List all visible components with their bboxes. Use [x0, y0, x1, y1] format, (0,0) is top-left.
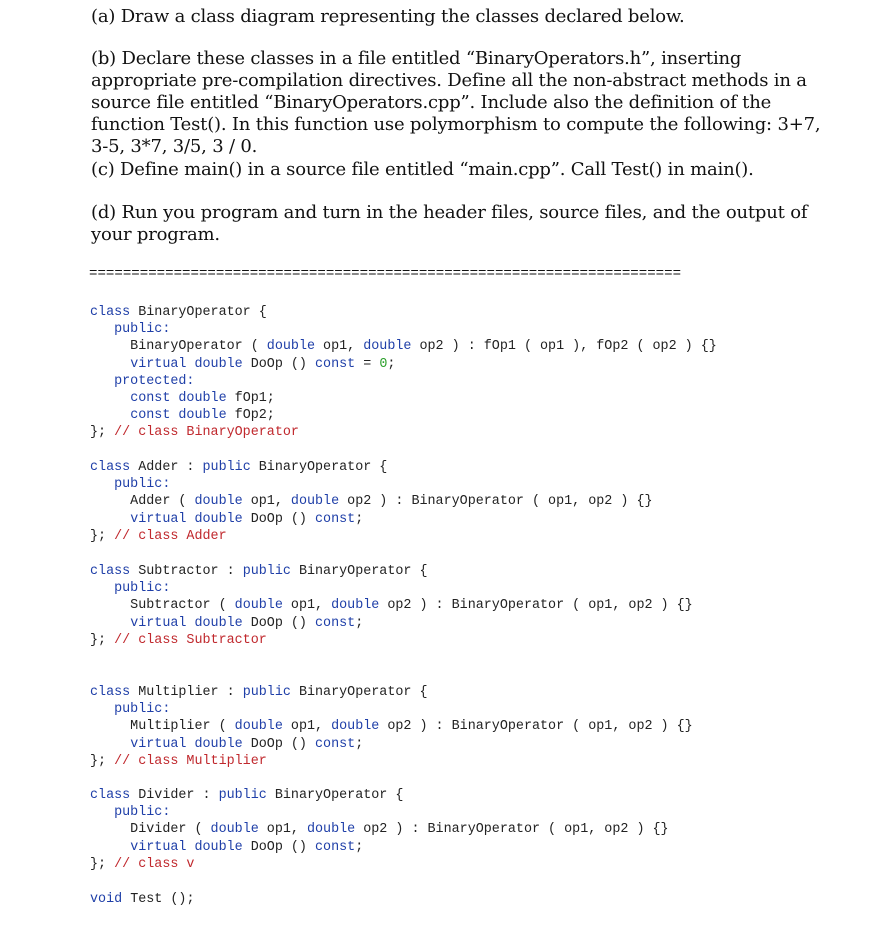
code-keyword: virtual double: [130, 356, 243, 372]
code-text: [90, 512, 130, 527]
code-text: };: [90, 753, 115, 769]
code-text: };: [90, 425, 115, 441]
code-number: 0: [379, 356, 388, 372]
code-text: };: [90, 528, 115, 544]
code-keyword: virtual double: [130, 511, 243, 527]
code-keyword: const: [315, 839, 356, 855]
code-text: op1,: [282, 719, 332, 735]
code-text: [90, 702, 114, 717]
code-keyword: double: [306, 822, 356, 838]
code-text: [90, 805, 114, 820]
code-keyword: double: [210, 822, 259, 838]
code-line: [90, 407, 717, 424]
code-keyword: public:: [114, 322, 171, 338]
code-text: [90, 616, 130, 631]
code-keyword: class: [90, 564, 139, 579]
code-keyword: public: [242, 685, 291, 700]
part-a-text: (a) Draw a class diagram representing the classes declared below.: [91, 6, 685, 27]
separator-line: ======================================================================: [89, 266, 682, 282]
code-line: [90, 356, 717, 373]
code-text: op2 ) : BinaryOperator ( op1, op2 ) {}: [339, 494, 653, 510]
code-text: op2 ) : BinaryOperator ( op1, op2 ) {}: [379, 719, 693, 735]
code-text: Adder :: [138, 460, 203, 475]
code-keyword: virtual double: [130, 839, 243, 855]
code-text: Subtractor (: [90, 598, 235, 614]
code-keyword: const: [315, 736, 356, 752]
code-keyword: double: [290, 494, 340, 510]
code-text: ;: [355, 839, 364, 855]
code-line: [90, 580, 693, 597]
code-block-divider: [90, 787, 669, 873]
code-keyword: public:: [114, 805, 171, 821]
code-line: [90, 753, 693, 770]
code-text: BinaryOperator {: [290, 685, 428, 700]
code-text: op1,: [242, 494, 291, 510]
code-text: Test ();: [122, 892, 195, 907]
code-line: [90, 804, 669, 821]
code-text: Divider (: [90, 822, 211, 838]
code-text: [90, 408, 130, 423]
code-comment: // class Subtractor: [114, 632, 267, 648]
code-text: Multiplier (: [90, 719, 235, 735]
code-text: BinaryOperator {: [138, 305, 267, 320]
code-block-binary-operator: [90, 304, 717, 442]
code-text: BinaryOperator (: [90, 339, 267, 355]
code-line: [90, 528, 653, 545]
code-text: DoOp (): [242, 615, 316, 631]
code-line: [90, 821, 669, 838]
code-block-test-declaration: [90, 891, 194, 908]
code-line: [90, 701, 693, 718]
code-line: [90, 632, 693, 649]
code-keyword: class: [90, 788, 139, 803]
code-keyword: public: [218, 788, 267, 803]
code-keyword: const: [315, 511, 356, 527]
code-line: [90, 787, 669, 804]
part-c-text: (c) Define main() in a source file entitled “main.cpp”. Call Test() in main().: [91, 159, 754, 180]
code-text: op1,: [282, 598, 332, 614]
code-text: Adder (: [90, 494, 195, 510]
code-keyword: public:: [114, 581, 171, 597]
code-text: ;: [355, 615, 364, 631]
code-text: [90, 374, 114, 389]
code-text: };: [90, 632, 115, 648]
code-text: [90, 357, 130, 372]
code-text: op2 ) : BinaryOperator ( op1, op2 ) {}: [355, 822, 669, 838]
code-keyword: class: [90, 305, 139, 320]
code-text: BinaryOperator {: [290, 564, 428, 579]
code-keyword: void: [90, 892, 123, 907]
code-keyword: class: [90, 685, 139, 700]
code-text: =: [355, 356, 380, 372]
code-keyword: double: [363, 339, 412, 355]
code-text: op2 ) : fOp1 ( op1 ), fOp2 ( op2 ) {}: [411, 339, 717, 355]
code-text: op2 ) : BinaryOperator ( op1, op2 ) {}: [379, 598, 693, 614]
code-block-adder: [90, 459, 653, 545]
code-text: ;: [387, 356, 396, 372]
code-text: [90, 840, 130, 855]
code-line: [90, 856, 669, 873]
code-text: DoOp (): [242, 839, 316, 855]
code-keyword: double: [266, 339, 316, 355]
code-comment: // class BinaryOperator: [114, 425, 299, 441]
code-line: [90, 304, 717, 321]
code-line: [90, 718, 693, 735]
code-text: ;: [355, 736, 364, 752]
code-text: DoOp (): [242, 356, 316, 372]
code-keyword: const: [315, 356, 356, 372]
code-line: [90, 597, 693, 614]
code-text: fOp1;: [226, 390, 275, 406]
code-text: DoOp (): [242, 736, 316, 752]
code-keyword: double: [234, 719, 283, 735]
code-text: ;: [355, 511, 364, 527]
code-text: Subtractor :: [138, 564, 243, 579]
code-keyword: public: [202, 460, 251, 475]
code-line: [90, 476, 653, 493]
code-text: Multiplier :: [138, 685, 243, 700]
code-keyword: double: [331, 598, 380, 614]
code-text: Divider :: [138, 788, 219, 803]
code-line: [90, 563, 693, 580]
code-keyword: class: [90, 460, 139, 475]
code-line: [90, 839, 669, 856]
code-keyword: double: [331, 719, 380, 735]
code-keyword: public: [242, 564, 291, 579]
code-line: [90, 615, 693, 632]
code-keyword: const: [315, 615, 356, 631]
code-comment: // class v: [114, 856, 195, 872]
code-line: [90, 736, 693, 753]
code-line: [90, 424, 717, 441]
code-line: [90, 891, 194, 908]
part-b-text: (b) Declare these classes in a file entitled “BinaryOperators.h”, inserting appropriate pre-compilation directives. Define all the non-abstract methods in a source file entitled “BinaryOperators.cpp”. Include also the definition of the function Test(). In this function use polymorphism to compute the following: 3+7, 3-5, 3*7, 3/5, 3 / 0.: [91, 48, 821, 157]
code-comment: // class Adder: [114, 528, 227, 544]
code-text: DoOp (): [242, 511, 316, 527]
code-line: [90, 459, 653, 476]
code-text: [90, 737, 130, 752]
code-text: op1,: [258, 822, 307, 838]
code-keyword: public:: [114, 477, 171, 493]
part-d-text: (d) Run you program and turn in the header files, source files, and the output of your program.: [91, 202, 808, 245]
code-keyword: const double: [130, 390, 227, 406]
code-text: [90, 477, 114, 492]
code-line: [90, 511, 653, 528]
code-keyword: virtual double: [130, 615, 243, 631]
code-text: BinaryOperator {: [266, 788, 404, 803]
code-keyword: double: [234, 598, 283, 614]
code-text: };: [90, 856, 115, 872]
code-text: [90, 391, 130, 406]
code-line: [90, 321, 717, 338]
code-keyword: virtual double: [130, 736, 243, 752]
code-block-subtractor: [90, 563, 693, 649]
code-text: op1,: [315, 339, 364, 355]
code-comment: // class Multiplier: [114, 753, 267, 769]
code-text: BinaryOperator {: [250, 460, 388, 475]
code-block-multiplier: [90, 684, 693, 770]
code-text: [90, 322, 114, 337]
code-text: [90, 581, 114, 596]
code-keyword: double: [194, 494, 243, 510]
code-text: fOp2;: [226, 408, 275, 424]
code-line: [90, 390, 717, 407]
code-keyword: protected:: [114, 373, 195, 389]
code-line: [90, 373, 717, 390]
code-line: [90, 684, 693, 701]
code-keyword: public:: [114, 702, 171, 718]
code-keyword: const double: [130, 408, 227, 424]
code-line: [90, 338, 717, 355]
code-line: [90, 493, 653, 510]
